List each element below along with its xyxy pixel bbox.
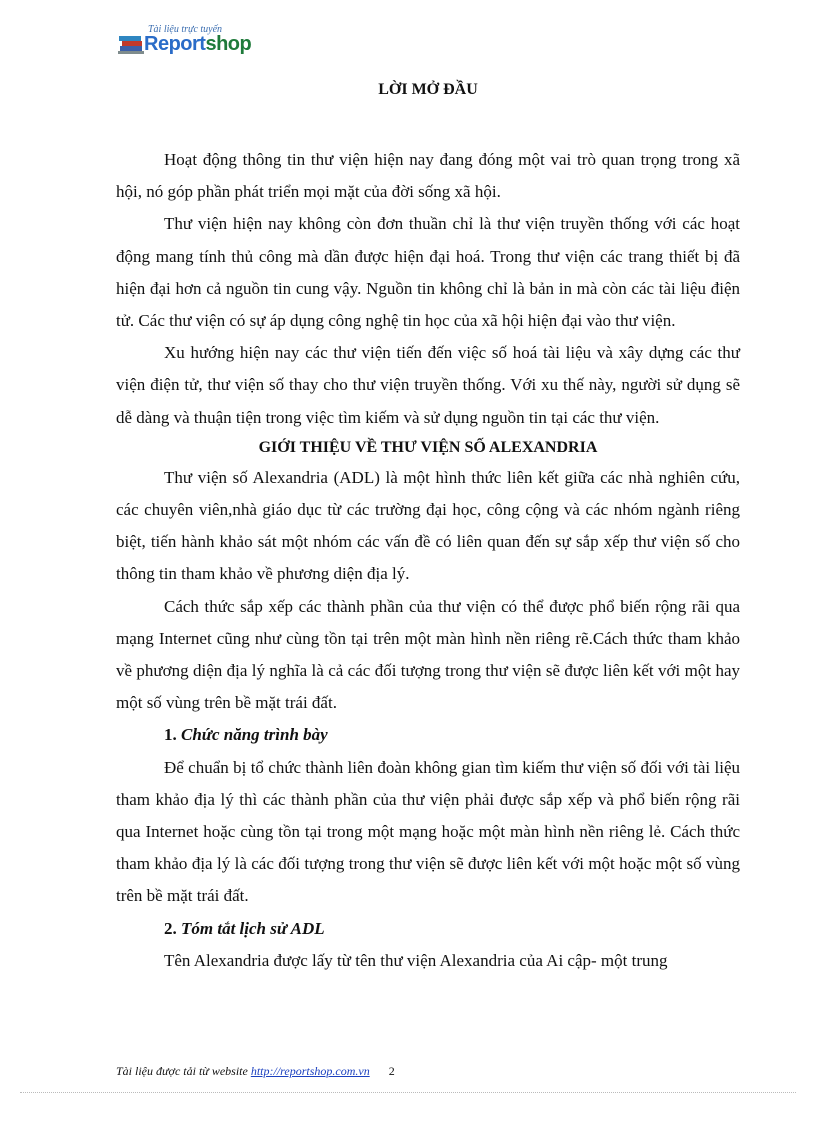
books-icon [118,32,146,56]
intro-paragraph: Hoạt động thông tin thư viện hiện nay đang đóng một vai trò quan trọng trong xã hội, nó góp phần phát triển mọi mặt của đời sống xã hội. [116,150,740,202]
heading-tom-tat-lich-su [116,913,740,945]
document-body [116,76,740,977]
section-title: GIỚI THIỆU VỀ THƯ VIỆN SỐ ALEXANDRIA [258,438,598,456]
heading-number: 2. [164,918,177,938]
logo-wordmark-part2: shop [205,33,252,55]
page-bottom-divider [20,1092,796,1093]
page-footer [116,1064,395,1079]
intro-paragraph: Thư viện hiện nay không còn đơn thuần chỉ là thư viện truyền thống với các hoạt động mang tính thủ công mà dần được hiện đại hoá. Trong thư viện các trang thiết bị đã hiện đại hơn cả nguồn tin cung vậy. Nguồn tin không chỉ là bản in mà còn các tài liệu điện tử. Các thư viện có sự áp dụng công nghệ tin học của xã hội hiện đại vào thư viện. [116,214,740,331]
page-title: LỜI MỞ ĐẦU [378,81,478,98]
page-number: 2 [388,1064,395,1078]
section-paragraph: Cách thức sắp xếp các thành phần của thư viện có thể được phổ biến rộng rãi qua mạng Internet cũng như cùng tồn tại trên một màn hình nền riêng rẽ.Cách thức tham khảo về phương diện địa lý nghĩa là cả các đối tượng trong thư viện sẽ được liên kết với một hay một số vùng trên bề mặt trái đất. [116,596,740,713]
reportshop-logo [118,24,288,58]
section-paragraph: Thư viện số Alexandria (ADL) là một hình thức liên kết giữa các nhà nghiên cứu, các chuyên viên,nhà giáo dục từ các trường đại học, công cộng và các nhóm ngành riêng biệt, tiến hành khảo sát một nhóm các vấn đề có liên quan đến sự sắp xếp thư viện số cho thông tin tham khảo về phương diện địa lý. [116,467,740,584]
footer-text: Tài liệu được tải từ website [116,1064,248,1078]
heading-text: Tóm tắt lịch sử ADL [181,918,325,938]
heading1-paragraph: Để chuẩn bị tổ chức thành liên đoàn không gian tìm kiếm thư viện số đối với tài liệu tham khảo địa lý thì các thành phần của thư viện phải được sắp xếp và phổ biến rộng rãi qua Internet hoặc cùng tồn tại trong một mạng hoặc một màn hình nền riêng lẻ. Cách thức tham khảo địa lý là các đối tượng trong thư viện sẽ được liên kết với một hoặc một số vùng trên bề mặt trái đất. [116,757,740,906]
heading-chuc-nang-trinh-bay [116,719,740,751]
heading2-paragraph: Tên Alexandria được lấy từ tên thư viện Alexandria của Ai cập- một trung [164,950,668,970]
logo-wordmark [144,33,251,56]
intro-paragraph: Xu hướng hiện nay các thư viện tiến đến việc số hoá tài liệu và xây dựng các thư viện điện tử, thư viện số thay cho thư viện truyền thống. Với xu thế này, người sử dụng sẽ dễ dàng và thuận tiện trong việc tìm kiếm và sử dụng nguồn tin tại các thư viện. [116,343,740,427]
logo-wordmark-part1: Report [144,33,206,55]
logo-tagline: Tài liệu trực tuyến [148,24,223,35]
heading-number: 1. [164,725,177,745]
heading-text: Chức năng trình bày [181,725,328,745]
footer-link[interactable]: http://reportshop.com.vn [250,1064,370,1078]
